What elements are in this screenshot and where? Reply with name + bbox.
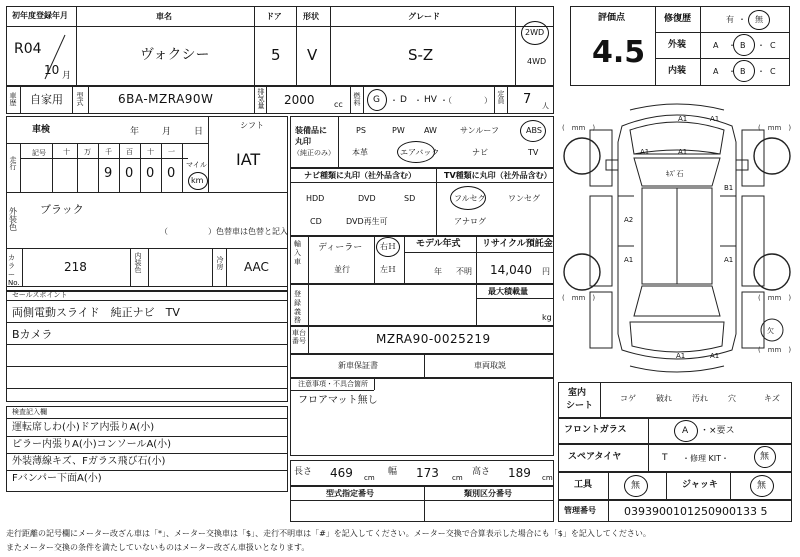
equipment-item: エアバック [400, 148, 440, 157]
mileage-symbol-label: 記号 [32, 149, 46, 157]
mark-a1-rear: A1 [676, 352, 686, 360]
grade-label: グレード [408, 12, 440, 21]
equipment-item: 本革 [352, 148, 368, 157]
navi-item: SD [404, 194, 416, 203]
type-designation-label: 型式指定番号 [326, 489, 374, 498]
inspection-label: 車検 [32, 125, 51, 135]
mm-5: ( mm ) [758, 346, 792, 354]
ac-value: AAC [244, 260, 269, 274]
model-year-label: モデル年式 [416, 239, 461, 249]
model-label: 型式 [76, 92, 84, 106]
equipment-item: サンルーフ [460, 126, 499, 135]
seat-label-1: 室内 [568, 388, 587, 398]
color-change-note: （ ）色替車は色替と記入 [160, 227, 288, 236]
recycle-label: リサイクル預託金 [482, 239, 553, 249]
mm-1: ( mm ) [562, 124, 596, 132]
fullseg-circle [450, 186, 486, 210]
width-cm: cm [452, 474, 463, 482]
repair-none: 無 [755, 15, 763, 24]
right-h: 右Ｈ [380, 242, 396, 251]
insp-month-unit: 月 [162, 127, 172, 137]
vehicle-manual: 車両取説 [474, 361, 506, 370]
max-load-label: 最大積載量 [488, 287, 528, 296]
mileage-digit-label: 千 [105, 148, 112, 156]
inspector-line: 外装薄線キズ、Fガラス飛び石(小) [12, 456, 166, 467]
use-label: 車歴 [9, 92, 17, 106]
equipment-item: ナビ [472, 148, 488, 157]
inspector-label: 検査記入欄 [12, 408, 47, 416]
capacity-label: 定員 [497, 90, 505, 104]
inspector-line: Fバンパー下面A(小) [12, 473, 102, 484]
model-year-unit: 年 [434, 267, 442, 276]
equipment-label-3: （純正のみ） [293, 149, 335, 157]
mark-a2: A2 [624, 216, 634, 224]
equipment-item: AW [424, 126, 437, 135]
shape-label: 形状 [303, 12, 319, 21]
left-h: 左Ｈ [380, 265, 396, 274]
tv-label: TV種類に丸印（社外品含む） [444, 171, 552, 180]
recycle-value: 14,040 [490, 263, 532, 277]
drive-4wd: 4WD [527, 57, 547, 66]
jack-value: 無 [757, 481, 767, 491]
inspector-line: 運転席しわ(小)ドア内張りA(小) [12, 422, 155, 433]
mark-a1-rr: A1 [724, 256, 734, 264]
navi-item: CD [310, 217, 322, 226]
mark-a1-fr: A1 [710, 115, 720, 123]
width-value: 173 [416, 466, 439, 480]
import-label: 輸入車 [294, 240, 301, 266]
fuel-g: G [373, 95, 380, 105]
car-damage-diagram [560, 96, 794, 380]
navi-item: DVD [358, 194, 376, 203]
insp-year-unit: 年 [130, 127, 140, 137]
footer-line2: またメーター交換の条件を満たしていないものはメーター改ざん車扱いとなります。 [6, 543, 310, 552]
mileage-digit: 0 [146, 166, 155, 181]
fuel-label: 燃料 [353, 92, 361, 106]
sales-point-line: 両側電動スライド 純正ナビ TV [12, 306, 180, 319]
reg-month: 10 [44, 63, 60, 77]
tools-label: 工具 [574, 480, 593, 490]
windshield-a: A [682, 426, 689, 436]
seat-item: 穴 [728, 394, 736, 403]
spare-kit: ・修理 KIT・ [682, 454, 730, 463]
color-label: 外装色 [9, 207, 17, 232]
max-load-kg: kg [542, 313, 552, 322]
spare-label: スペアタイヤ [568, 452, 622, 462]
ext-grade-b: B [740, 41, 746, 50]
windshield-label: フロントガラス [564, 425, 627, 435]
score-label: 評価点 [598, 13, 626, 23]
ext-grade-c: C [770, 41, 776, 50]
mark-b1: B1 [724, 184, 734, 192]
ken-mark: 欠 [767, 327, 774, 335]
warranty-block [290, 354, 554, 378]
displacement-label: 排気量 [257, 88, 265, 109]
equipment-item: PW [392, 126, 405, 135]
notes-value: フロアマット無し [298, 395, 378, 406]
length-label: 長さ [294, 467, 313, 477]
model-year-unknown: 不明 [456, 267, 472, 276]
length-value: 469 [330, 466, 353, 480]
spare-none: 無 [760, 452, 770, 462]
chassis-value: MZRA90-0025219 [376, 332, 491, 346]
color-no-value: 218 [64, 260, 87, 274]
equipment-label-2: 丸印 [295, 137, 311, 146]
mark-a1-hl: A1 [640, 148, 650, 156]
windshield-exchange: ・×要ス [700, 426, 735, 436]
equipment-label-1: 装備品に [295, 126, 327, 135]
capacity-unit: 人 [542, 102, 549, 110]
airbag-circle [397, 141, 435, 163]
mark-a1-hood: A1 [678, 148, 688, 156]
displacement-value: 2000 [284, 93, 315, 107]
navi-label: ナビ種類に丸印（社外品含む） [304, 171, 416, 180]
repair-yes: 有 [726, 15, 734, 24]
shift-value: IAT [236, 150, 261, 169]
new-car-warranty: 新車保証書 [338, 361, 378, 370]
fuel-d: D [400, 95, 407, 105]
notes-label: 注意事項・不具合箇所 [298, 380, 368, 388]
height-value: 189 [508, 466, 531, 480]
grade-value: S-Z [408, 46, 434, 64]
import-parallel: 並行 [334, 265, 350, 274]
ac-label: 冷房 [216, 256, 224, 270]
width-label: 幅 [388, 467, 398, 477]
management-label: 管理番号 [564, 506, 596, 515]
sales-points-label: セールスポイント [12, 291, 68, 299]
chassis-label: 車台番号 [292, 329, 306, 346]
color-no-label: カラーNo. [8, 254, 20, 288]
height-label: 高さ [472, 467, 491, 477]
insp-day-unit: 日 [194, 127, 204, 137]
shape-value: V [307, 46, 318, 64]
height-cm: cm [542, 474, 553, 482]
inspector-line: ピラー内張りA(小)コンソールA(小) [12, 439, 172, 450]
mileage-digit-label: 十 [147, 148, 154, 156]
exterior-label: 外装 [668, 40, 687, 50]
jack-label: ジャッキ [682, 480, 718, 490]
seat-item: 汚れ [692, 394, 708, 403]
int-grade-b: B [740, 67, 746, 76]
seat-item: キズ [764, 394, 780, 403]
mark-windshield: ｷｽﾞ石 [666, 170, 684, 178]
tv-item: フルセグ [454, 194, 486, 203]
interior-color-label: 内装色 [134, 252, 142, 273]
footer-line1: 走行距離の記号欄にメーター改ざん車は「*」、メーター交換車は「$」、走行不明車は「#」を記入してください。メーター交換で合算表示した場合にも「$」を記入してください。 [6, 529, 651, 538]
interior-label: 内装 [668, 66, 687, 76]
mile-unit: マイル [186, 161, 207, 169]
mileage-digit-label: 万 [84, 148, 91, 156]
mileage-digit: 9 [104, 166, 113, 181]
mileage-digit-label: 一 [168, 148, 175, 156]
mm-2: ( mm ) [758, 124, 792, 132]
color-value: ブラック [40, 203, 84, 216]
equipment-item: TV [528, 148, 539, 157]
tools-value: 無 [631, 481, 641, 491]
recycle-yen: 円 [542, 267, 550, 276]
navi-item: DVD再生可 [346, 217, 388, 226]
tv-item: ワンセグ [508, 194, 540, 203]
equipment-item: PS [356, 126, 366, 135]
use-value: 自家用 [30, 93, 63, 106]
month-unit: 月 [62, 71, 72, 81]
era-year: R04 [14, 41, 42, 57]
car-name-label: 車名 [156, 12, 172, 21]
fuel-hv: HV [424, 95, 437, 105]
door-value: 5 [271, 46, 281, 64]
int-grade-c: C [770, 67, 776, 76]
abs-circle [520, 120, 546, 142]
seat-label-2: シート [566, 401, 594, 411]
model-value: 6BA-MZRA90W [118, 92, 214, 106]
seat-item: 破れ [656, 394, 672, 403]
capacity-value: 7 [523, 92, 532, 107]
seat-item: コゲ [620, 394, 636, 403]
mileage-digit-label: 百 [126, 148, 133, 156]
mileage-digit-label: 十 [63, 148, 70, 156]
first-reg-label: 初年度登録年月 [12, 11, 68, 20]
mark-a1-rear-r: A1 [710, 352, 720, 360]
tv-item: アナログ [454, 217, 486, 226]
navi-item: HDD [306, 194, 325, 203]
mark-a1-rl: A1 [624, 256, 634, 264]
sales-point-line: Bカメラ [12, 328, 53, 341]
drive-2wd: 2WD [525, 28, 545, 37]
mm-4: ( mm ) [758, 294, 792, 302]
km-unit: km [191, 176, 204, 185]
mm-3: ( mm ) [562, 294, 596, 302]
ext-grade-a: A [713, 41, 719, 50]
category-label: 類別区分番号 [464, 489, 512, 498]
import-dealer: ディーラー [318, 243, 363, 253]
mark-a1-front: A1 [678, 115, 688, 123]
equipment-item: ABS [526, 126, 542, 135]
cc-unit: cc [334, 100, 343, 109]
length-cm: cm [364, 474, 375, 482]
door-label: ドア [266, 12, 282, 21]
seat-block [558, 382, 792, 418]
mileage-label: 走行 [9, 156, 17, 170]
score-value: 4.5 [592, 35, 646, 70]
repair-label: 修復歴 [664, 14, 692, 24]
registration-label: 登録義務 [294, 290, 301, 325]
car-name: ヴォクシー [140, 47, 210, 63]
int-grade-a: A [713, 67, 719, 76]
mileage-digit: 0 [125, 166, 134, 181]
fuel-other: ・（ ） [440, 96, 492, 105]
management-no: 0393900101250900133 5 [624, 505, 768, 518]
shift-label: シフト [240, 121, 264, 130]
spare-t: T [662, 453, 668, 463]
mileage-digit: 0 [167, 166, 176, 181]
